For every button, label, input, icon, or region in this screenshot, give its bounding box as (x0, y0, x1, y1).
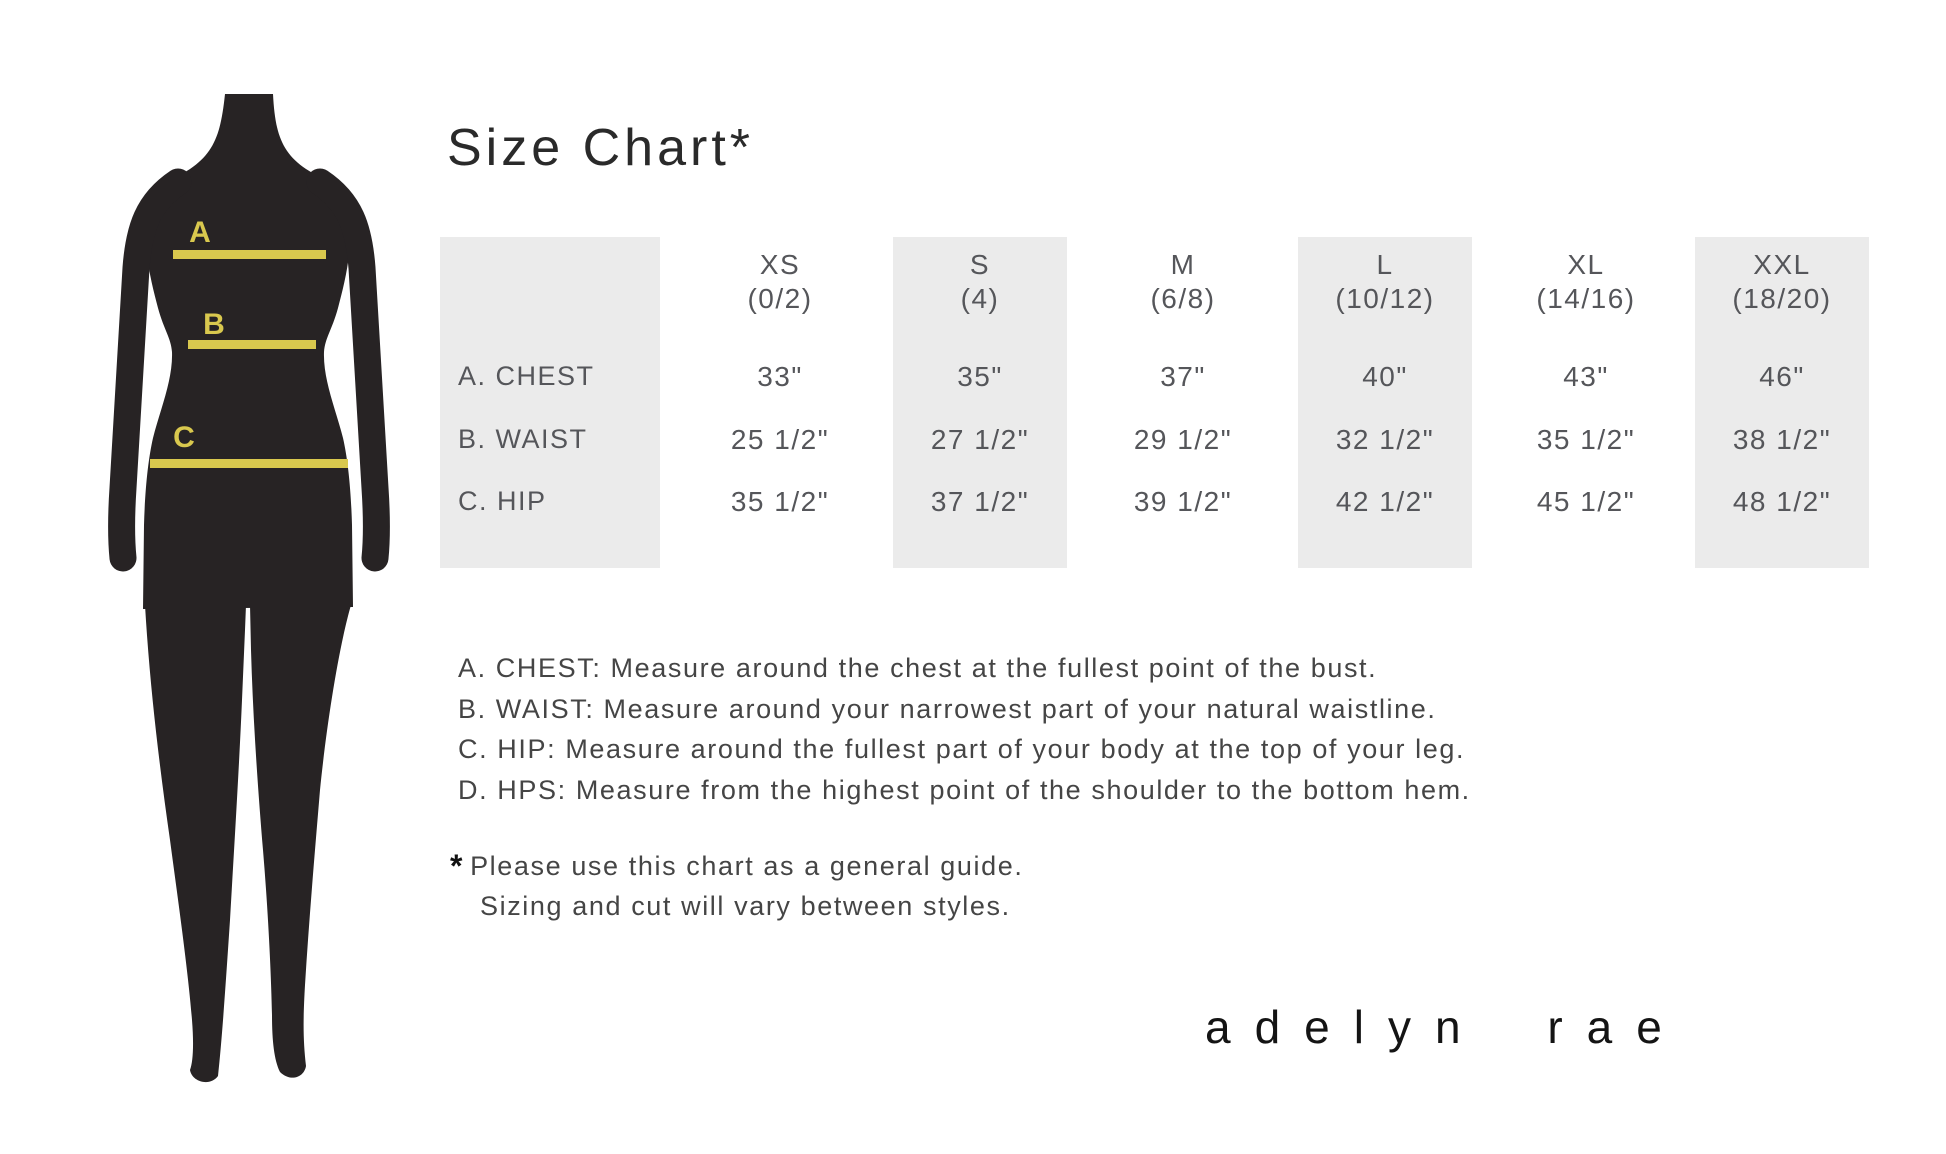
column-header-xs (670, 248, 890, 316)
hip-value-xl: 45 1/2" (1536, 486, 1636, 517)
brand-logo: adelyn rae (1205, 1001, 1686, 1053)
waist-value-xs: 25 1/2" (730, 424, 830, 455)
chest-value-s: 35" (957, 361, 1003, 392)
waist-value-s: 27 1/2" (930, 424, 1030, 455)
note-hip: C. HIP: Measure around the fullest part of your body at the top of your leg. (458, 734, 1466, 764)
note-waist: B. WAIST: Measure around your narrowest part of your natural waistline. (458, 693, 1437, 724)
column-header-s (870, 248, 1090, 316)
waist-value-l: 32 1/2" (1335, 424, 1435, 455)
footnote-line-1 (450, 846, 1023, 886)
hip-value-m: 39 1/2" (1133, 486, 1233, 517)
chest-value-m: 37" (1160, 361, 1206, 392)
size-range: (10/12) (1335, 283, 1435, 314)
note-chest: A. CHEST: Measure around the chest at the fullest point of the bust. (458, 653, 1378, 683)
asterisk: * (450, 848, 465, 884)
hip-value-s: 37 1/2" (930, 486, 1030, 517)
size-name: L (1376, 249, 1394, 280)
size-name: M (1170, 249, 1196, 280)
hip-value-xs: 35 1/2" (730, 486, 830, 517)
column-header-xxl (1672, 248, 1892, 316)
column-header-xl (1476, 248, 1696, 316)
silhouette-left-leg (145, 605, 246, 1082)
waist-label: B (203, 308, 225, 341)
row-label-hip: C. HIP (458, 486, 547, 516)
chest-value-xl: 43" (1563, 361, 1609, 392)
measurement-figure (98, 90, 398, 1090)
chest-value-l: 40" (1362, 361, 1408, 392)
size-name: XXL (1753, 249, 1811, 280)
hip-line (150, 459, 348, 468)
size-range: (6/8) (1150, 283, 1216, 314)
size-name: XS (759, 249, 801, 280)
waist-value-xl: 35 1/2" (1536, 424, 1636, 455)
page-title: Size Chart* (447, 119, 754, 177)
hip-label: C (173, 421, 195, 454)
measurement-notes (458, 648, 1471, 810)
column-header-l (1275, 248, 1495, 316)
footnote-line-2: Sizing and cut will vary between styles. (480, 891, 1011, 921)
note-hps: D. HPS: Measure from the highest point of the shoulder to the bottom hem. (458, 774, 1471, 805)
chest-value-xxl: 46" (1759, 361, 1805, 392)
column-header-m (1073, 248, 1293, 316)
waist-value-m: 29 1/2" (1133, 424, 1233, 455)
table-stripe-labels (440, 237, 660, 568)
size-range: (0/2) (747, 283, 813, 314)
size-range: (4) (960, 283, 1000, 314)
silhouette-right-leg (250, 605, 351, 1078)
size-range: (18/20) (1732, 283, 1832, 314)
size-name: S (969, 249, 991, 280)
footnote-text-1: Please use this chart as a general guide. (470, 851, 1024, 881)
hip-value-xxl: 48 1/2" (1732, 486, 1832, 517)
chest-value-xs: 33" (757, 361, 803, 392)
waist-value-xxl: 38 1/2" (1732, 424, 1832, 455)
chest-label: A (189, 216, 211, 249)
row-label-waist: B. WAIST (458, 424, 588, 454)
size-name: XL (1567, 249, 1605, 280)
hip-value-l: 42 1/2" (1335, 486, 1435, 517)
female-silhouette-graphic (98, 90, 398, 1090)
size-range: (14/16) (1536, 283, 1636, 314)
waist-line (188, 340, 316, 349)
chest-line (173, 250, 326, 259)
footnote (450, 846, 1023, 926)
row-label-chest: A. CHEST (458, 361, 595, 391)
